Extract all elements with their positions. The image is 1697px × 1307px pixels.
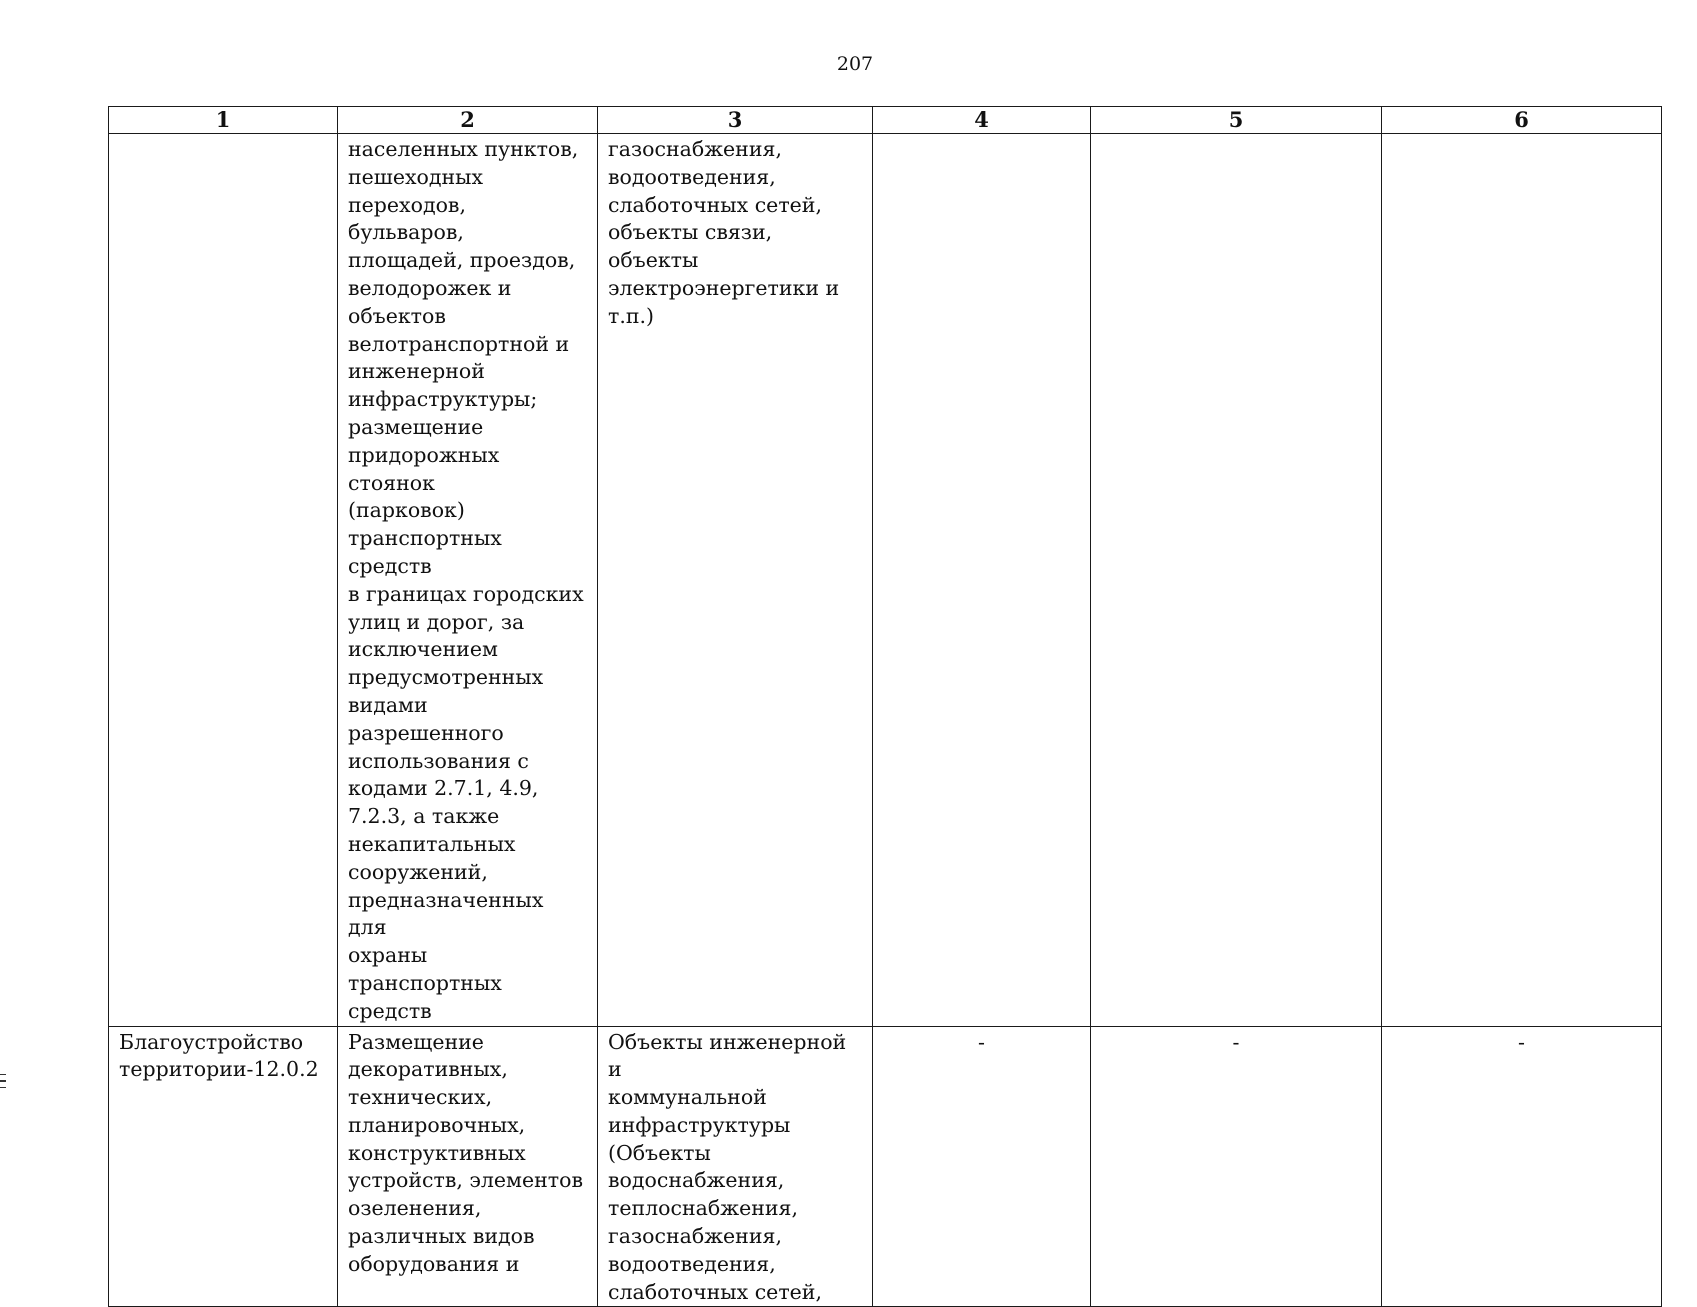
binding-edge-marks bbox=[0, 1074, 8, 1096]
page-number: 207 bbox=[836, 53, 874, 75]
table-cell bbox=[1091, 134, 1382, 1027]
table-header-row bbox=[109, 107, 1662, 134]
column-header-2: 2 bbox=[338, 107, 598, 134]
column-header-6: 6 bbox=[1382, 107, 1662, 134]
column-header-3: 3 bbox=[598, 107, 873, 134]
cell-text: населенных пунктов, пешеходных переходов, бульваров, площадей, проездов, велодорожек и объектов велотранспортной и инженерной инфраструктуры; размещение придорожных стоянок (парковок) транспортных средств в границах городских улиц и дорог, за исключением предусмотренных видами разрешенного использования с кодами 2.7.1, 4.9, 7.2.3, а также некапитальных сооружений, предназначенных для охраны транспортных средств bbox=[348, 137, 584, 1023]
table-row bbox=[109, 1026, 1662, 1307]
table-row bbox=[109, 134, 1662, 1027]
table-cell bbox=[338, 134, 598, 1027]
edge-mark bbox=[0, 1087, 6, 1088]
column-header-1: 1 bbox=[109, 107, 338, 134]
table-cell bbox=[1091, 1026, 1382, 1307]
regulation-table bbox=[108, 106, 1662, 1307]
empty-value-dash: - bbox=[1232, 1029, 1240, 1054]
regulation-table-container bbox=[108, 106, 1661, 1307]
table-cell bbox=[109, 1026, 338, 1307]
empty-value-dash: - bbox=[1518, 1029, 1525, 1054]
table-cell bbox=[1382, 134, 1662, 1027]
cell-text: Размещение декоративных, технических, планировочных, конструктивных устройств, элементов озеленения, различных видов оборудования и bbox=[348, 1029, 584, 1276]
column-header-5: 5 bbox=[1091, 107, 1382, 134]
table-cell bbox=[873, 1026, 1091, 1307]
table-cell bbox=[1382, 1026, 1662, 1307]
table-cell bbox=[598, 134, 873, 1027]
table-cell bbox=[338, 1026, 598, 1307]
cell-text: газоснабжения, водоотведения, слаботочных сетей, объекты связи, объекты электроэнергетики и т.п.) bbox=[608, 137, 840, 328]
empty-value-dash: - bbox=[978, 1029, 985, 1054]
edge-mark bbox=[0, 1080, 6, 1081]
cell-text: Благоустройство территории-12.0.2 bbox=[119, 1029, 319, 1082]
edge-mark bbox=[0, 1074, 6, 1075]
table-cell bbox=[598, 1026, 873, 1307]
cell-text: Объекты инженерной и коммунальной инфраструктуры (Объекты водоснабжения, теплоснабжения, газоснабжения, водоотведения, слаботочных сетей, bbox=[608, 1029, 847, 1304]
table-cell bbox=[109, 134, 338, 1027]
table-cell bbox=[873, 134, 1091, 1027]
column-header-4: 4 bbox=[873, 107, 1091, 134]
